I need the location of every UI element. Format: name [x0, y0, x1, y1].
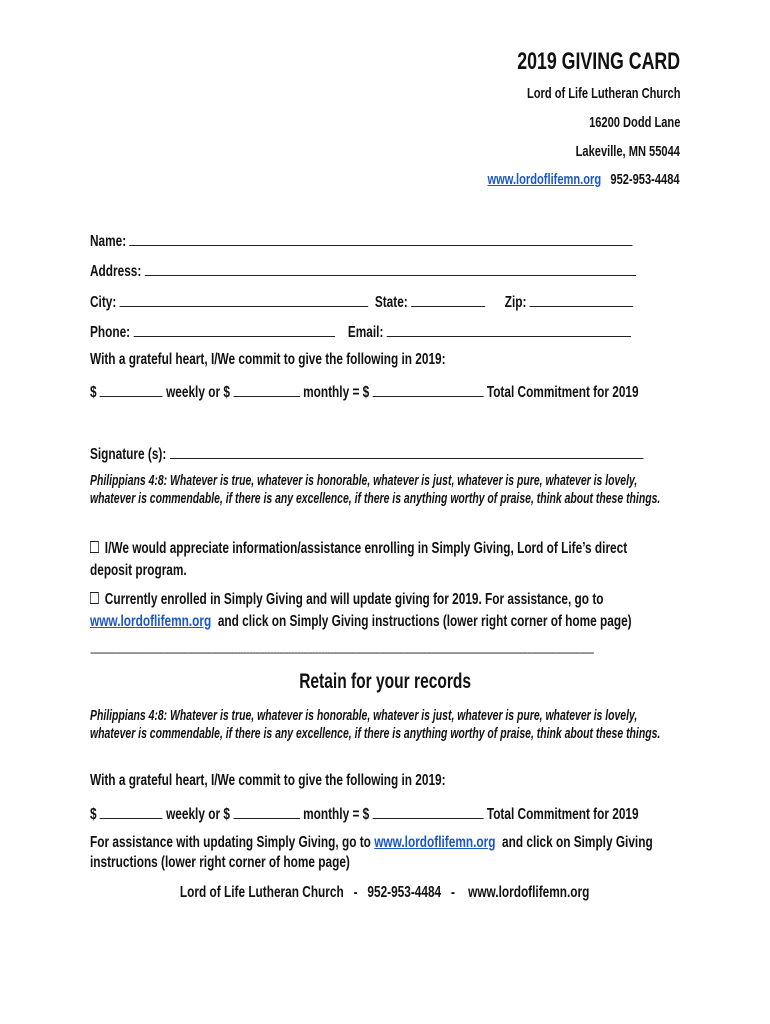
option-enrolled-row	[90, 589, 667, 633]
retain-assist-line2: instructions (lower right corner of home page)	[90, 854, 350, 871]
retain-assist-link[interactable]: www.lordoflifemn.org	[374, 834, 496, 851]
address-field[interactable]	[145, 260, 636, 276]
verse-top: Philippians 4:8: Whatever is true, whatever is honorable, whatever is just, whatever is pure, whatever is lovely, whatever is commendable, if there is any excellence, if there is anything worthy of praise, think about these things.	[90, 473, 661, 507]
address-label: Address:	[90, 263, 142, 280]
cut-divider: ------------------------------------------------------------------------------------------------------------------------------------------------------------------------	[90, 645, 594, 659]
option-info-label: I/We would appreciate information/assistance enrolling in Simply Giving, Lord of Life’s direct deposit program.	[90, 540, 628, 579]
church-phone: 952-953-4484	[610, 171, 680, 188]
retain-dollar-sign: $	[90, 806, 97, 823]
church-contact	[420, 171, 680, 189]
commit-row	[90, 381, 770, 402]
retain-total-label: Total Commitment for 2019	[486, 806, 639, 823]
card-title: 2019 GIVING CARD	[517, 48, 680, 75]
phone-field[interactable]	[133, 321, 334, 337]
monthly-field[interactable]	[233, 381, 300, 397]
zip-label: Zip:	[504, 294, 527, 311]
state-field[interactable]	[411, 291, 485, 307]
website-link[interactable]: www.lordoflifemn.org	[487, 171, 602, 188]
commit-text: With a grateful heart, I/We commit to give the following in 2019:	[90, 351, 446, 368]
retain-title: Retain for your records	[299, 670, 471, 693]
weekly-field[interactable]	[100, 381, 163, 397]
signature-label: Signature (s):	[90, 446, 167, 463]
weekly-label: weekly or $	[166, 384, 230, 401]
church-city: Lakeville, MN 55044	[575, 143, 680, 160]
footer-sep-2: -	[451, 884, 456, 901]
email-field[interactable]	[387, 321, 631, 337]
retain-assist-row	[90, 834, 770, 852]
retain-weekly-label: weekly or $	[166, 806, 230, 823]
option-enrolled-checkbox[interactable]	[90, 592, 99, 604]
city-label: City:	[90, 294, 117, 311]
phone-label: Phone:	[90, 324, 131, 341]
retain-assist-text: For assistance with updating Simply Giving, go to	[90, 834, 371, 851]
zip-field[interactable]	[530, 291, 634, 307]
option-enrolled-link[interactable]: www.lordoflifemn.org	[90, 613, 212, 630]
total-field[interactable]	[373, 381, 484, 397]
retain-commit-row	[90, 803, 770, 824]
retain-monthly-label: monthly = $	[303, 806, 370, 823]
signature-row	[90, 443, 770, 464]
retain-total-field[interactable]	[373, 803, 484, 819]
retain-assist-suffix: and click on Simply Giving	[502, 834, 653, 851]
monthly-label: monthly = $	[303, 384, 370, 401]
phone-row	[90, 321, 770, 342]
footer-church: Lord of Life Lutheran Church	[180, 884, 345, 901]
option-info-row	[90, 538, 667, 582]
retain-weekly-field[interactable]	[100, 803, 163, 819]
footer-website[interactable]: www.lordoflifemn.org	[468, 884, 590, 901]
option-enrolled-suffix: and click on Simply Giving instructions (lower right corner of home page)	[217, 613, 632, 630]
dollar-sign: $	[90, 384, 97, 401]
church-street: 16200 Dodd Lane	[588, 114, 680, 131]
verse-bottom: Philippians 4:8: Whatever is true, whatever is honorable, whatever is just, whatever is pure, whatever is lovely, whatever is commendable, if there is any excellence, if there is anything worthy of praise, think about these things.	[90, 708, 661, 742]
footer-sep-1: -	[353, 884, 358, 901]
name-row	[90, 230, 650, 251]
email-label: Email:	[347, 324, 384, 341]
address-row	[90, 260, 770, 281]
retain-monthly-field[interactable]	[233, 803, 300, 819]
retain-commit-text: With a grateful heart, I/We commit to give the following in 2019:	[90, 772, 446, 789]
church-name: Lord of Life Lutheran Church	[526, 85, 680, 102]
state-label: State:	[374, 294, 408, 311]
name-field[interactable]	[129, 230, 632, 246]
total-label: Total Commitment for 2019	[486, 384, 639, 401]
option-info-checkbox[interactable]	[90, 541, 99, 553]
name-label: Name:	[90, 233, 127, 250]
city-row	[90, 291, 770, 312]
footer-phone: 952-953-4484	[367, 884, 442, 901]
option-enrolled-label: Currently enrolled in Simply Giving and will update giving for 2019. For assistance, go to	[104, 591, 604, 608]
city-field[interactable]	[120, 291, 369, 307]
footer	[0, 884, 770, 902]
signature-field[interactable]	[170, 443, 644, 459]
